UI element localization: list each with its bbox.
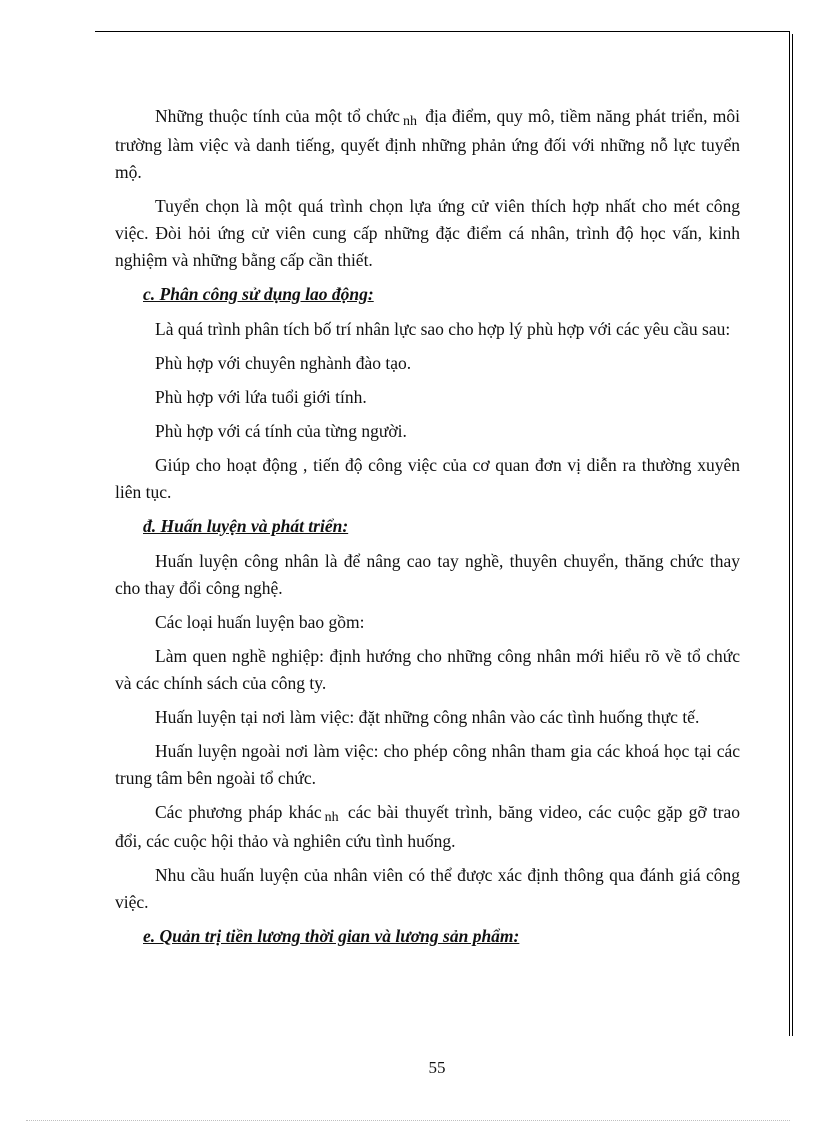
paragraph-training-needs: Nhu cầu huấn luyện của nhân viên có thể được xác định thông qua đánh giá công việc. xyxy=(115,865,740,912)
paragraph-labor-allocation: Là quá trình phân tích bố trí nhân lực sao cho hợp lý phù hợp với các yêu cầu sau: xyxy=(155,319,731,339)
paragraph-requirement-training: Phù hợp với chuyên nghành đào tạo. xyxy=(155,353,412,373)
paragraph-text: địa điểm, quy mô, tiềm năng phát triển, môi trường làm việc và danh tiếng, quyết định những phản ứng đối với những nỗ lực tuyển mộ. xyxy=(115,106,741,182)
paragraph-text: các bài thuyết trình, băng video, các cuộc gặp gỡ trao đổi, các cuộc hội thảo và nghiên cứu tình huống. xyxy=(115,802,740,851)
paragraph-requirement-age: Phù hợp với lứa tuổi giới tính. xyxy=(155,387,367,407)
page-frame-right-shadow-line xyxy=(792,34,793,1036)
heading-section-e: e. Quản trị tiền lương thời gian và lương sản phẩm: xyxy=(143,926,520,946)
paragraph-orientation: Làm quen nghề nghiệp: định hướng cho những công nhân mới hiểu rõ về tổ chức và các chính sách của công ty. xyxy=(115,646,740,693)
paragraph-on-the-job: Huấn luyện tại nơi làm việc: đặt những công nhân vào các tình huống thực tế. xyxy=(155,707,700,727)
paragraph-selection: Tuyển chọn là một quá trình chọn lựa ứng cử viên thích hợp nhất cho mét công việc. Đòi hỏi ứng cử viên cung cấp những đặc điểm cá nhân, trình độ học vấn, kinh nghiệm và những bằng cấp cần thiết. xyxy=(115,196,740,270)
paragraph-organization-attributes xyxy=(115,103,740,186)
paragraph-requirement-personality: Phù hợp với cá tính của từng người. xyxy=(155,421,407,441)
paragraph-text: Các phương pháp khác xyxy=(155,802,322,822)
subscript-text: nh xyxy=(402,114,417,129)
paragraph-training-purpose: Huấn luyện công nhân là để nâng cao tay nghề, thuyên chuyển, thăng chức thay cho thay đổi công nghệ. xyxy=(115,551,740,598)
paragraph-other-methods xyxy=(115,799,740,855)
heading-section-c: c. Phân công sử dụng lao động: xyxy=(143,284,374,304)
paragraph-training-types: Các loại huấn luyện bao gồm: xyxy=(155,612,365,632)
heading-section-d: đ. Huấn luyện và phát triển: xyxy=(143,516,349,536)
page-number: 55 xyxy=(428,1058,446,1077)
paragraph-text: Những thuộc tính của một tổ chức xyxy=(155,106,400,126)
paragraph-continuity: Giúp cho hoạt động , tiến độ công việc của cơ quan đơn vị diễn ra thường xuyên liên tục. xyxy=(115,455,740,502)
page-frame-right-line xyxy=(789,31,790,1036)
paragraph-off-the-job: Huấn luyện ngoài nơi làm việc: cho phép công nhân tham gia các khoá học tại các trung tâm bên ngoài tổ chức. xyxy=(115,741,740,788)
document-body xyxy=(115,103,740,958)
page-frame-top-line xyxy=(95,31,790,32)
bottom-dotted-rule xyxy=(26,1120,790,1121)
subscript-text: nh xyxy=(324,810,339,825)
